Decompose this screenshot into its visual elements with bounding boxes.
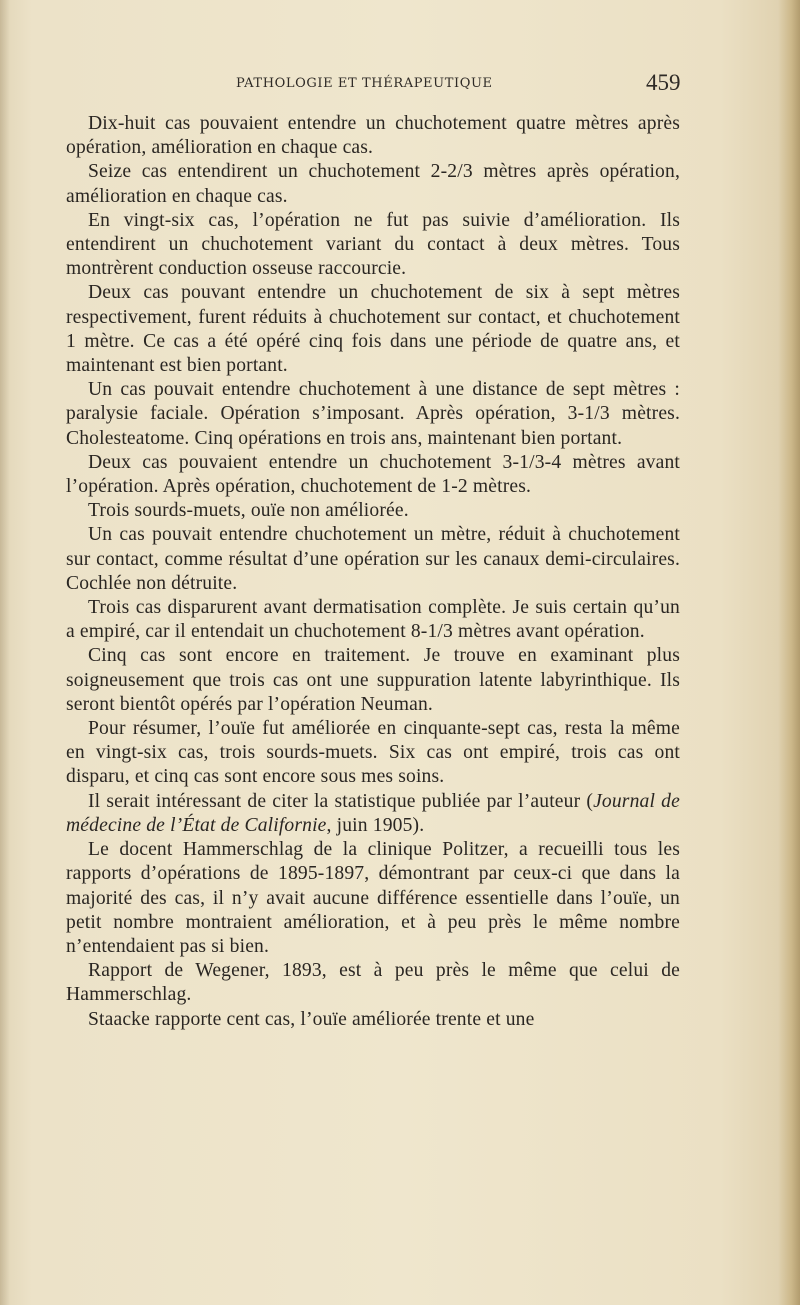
paragraph: Cinq cas sont encore en traitement. Je trouve en examinant plus soigneusement que trois cas ont une suppuration latente labyrinthique. Ils seront bientôt opérés par l’opération Neuman. bbox=[66, 645, 680, 715]
paragraph-citation bbox=[66, 790, 680, 838]
paragraph: Staacke rapporte cent cas, l’ouïe améliorée trente et une bbox=[88, 1008, 535, 1030]
page-left-shadow bbox=[0, 0, 10, 1305]
paragraph: Seize cas entendirent un chuchotement 2-2/3 mètres après opération, amélioration en chaque cas. bbox=[66, 161, 680, 207]
running-head: PATHOLOGIE ET THÉRAPEUTIQUE bbox=[236, 76, 493, 91]
paragraph: Dix-huit cas pouvaient entendre un chuchotement quatre mètres après opération, amélioration en chaque cas. bbox=[66, 113, 680, 159]
paragraph: Un cas pouvait entendre chuchotement à une distance de sept mètres : paralysie faciale. Opération s’imposant. Après opération, 3-1/3 mètres. Cholesteatome. Cinq opérations en trois ans, maintenant bien portant. bbox=[66, 379, 680, 449]
citation-lead: Il serait intéressant de citer la statistique publiée par l’auteur ( bbox=[88, 790, 594, 812]
paragraph: Pour résumer, l’ouïe fut améliorée en cinquante-sept cas, resta la même en vingt-six cas, trois sourds-muets. Six cas ont empiré, trois cas ont disparu, et cinq cas sont encore sous mes soins. bbox=[66, 718, 680, 788]
paragraph: Rapport de Wegener, 1893, est à peu près le même que celui de Hammerschlag. bbox=[66, 960, 680, 1006]
paragraph: Deux cas pouvaient entendre un chuchotement 3-1/3-4 mètres avant l’opération. Après opération, chuchotement de 1-2 mètres. bbox=[66, 451, 680, 498]
page-number: 459 bbox=[646, 70, 681, 95]
body-text bbox=[66, 112, 680, 1032]
paragraph: Deux cas pouvant entendre un chuchotement de six à sept mètres respectivement, furent réduits à chuchotement sur contact, et chuchotement 1 mètre. Ce cas a été opéré cinq fois dans une période de quatre ans, et maintenant est bien portant. bbox=[66, 282, 680, 377]
page-header bbox=[0, 70, 800, 100]
journal-title: Journal de médecine de l’État de Californie bbox=[66, 790, 680, 836]
page-right-edge bbox=[778, 0, 800, 1305]
paragraph: Le docent Hammerschlag de la clinique Politzer, a recueilli tous les rapports d’opérations de 1895-1897, démontrant par ceux-ci que dans la majorité des cas, il n’y avait aucune différence essentielle dans l’ouïe, un petit nombre montraient amélioration, et à peu près le même nombre n’entendaient pas si bien. bbox=[66, 839, 680, 957]
citation-tail: , juin 1905). bbox=[326, 814, 425, 836]
paragraph: Trois cas disparurent avant dermatisation complète. Je suis certain qu’un a empiré, car il entendait un chuchotement 8-1/3 mètres avant opération. bbox=[66, 597, 680, 643]
paragraph: Trois sourds-muets, ouïe non améliorée. bbox=[88, 500, 409, 522]
paragraph: Un cas pouvait entendre chuchotement un mètre, réduit à chuchotement sur contact, comme résultat d’une opération sur les canaux demi-circulaires. Cochlée non détruite. bbox=[66, 524, 680, 594]
paragraph: En vingt-six cas, l’opération ne fut pas suivie d’amélioration. Ils entendirent un chuchotement variant du contact à deux mètres. Tous montrèrent conduction osseuse raccourcie. bbox=[66, 209, 680, 280]
